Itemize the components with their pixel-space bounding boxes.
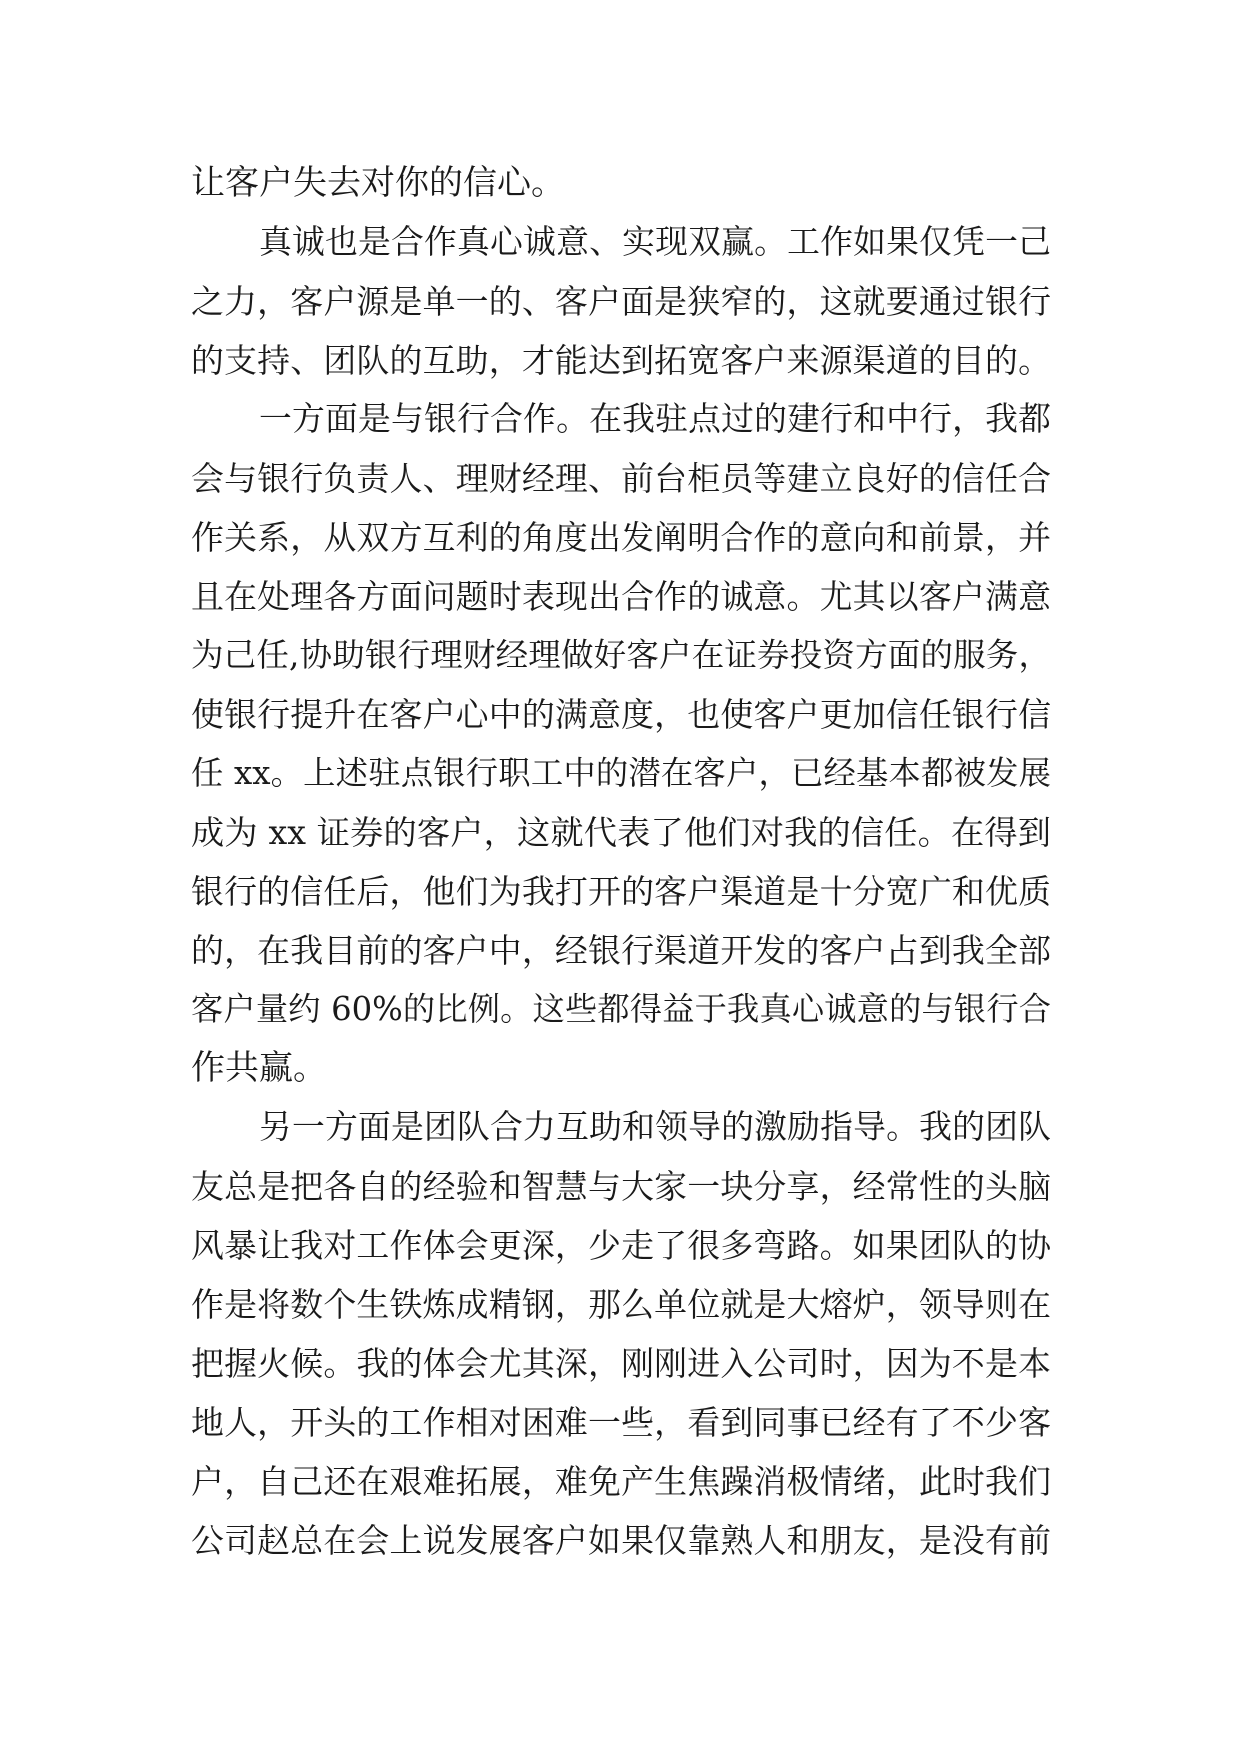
text-line: 作关系，从双方互利的角度出发阐明合作的意向和前景，并	[191, 518, 1051, 557]
text-line: 的支持、团队的互助，才能达到拓宽客户来源渠道的目的。	[191, 341, 1051, 380]
text-line: 使银行提升在客户心中的满意度，也使客户更加信任银行信	[191, 695, 1051, 734]
text-line: 地人，开头的工作相对困难一些，看到同事已经有了不少客	[191, 1403, 1051, 1442]
text-line: 成为 xx 证券的客户，这就代表了他们对我的信任。在得到	[191, 813, 1051, 852]
text-line: 银行的信任后，他们为我打开的客户渠道是十分宽广和优质	[191, 872, 1051, 911]
text-line: 风暴让我对工作体会更深，少走了很多弯路。如果团队的协	[191, 1226, 1051, 1265]
text-line: 一方面是与银行合作。在我驻点过的建行和中行，我都	[259, 400, 1051, 438]
text-line: 户，自己还在艰难拓展，难免产生焦躁消极情绪，此时我们	[191, 1462, 1051, 1501]
text-line: 作是将数个生铁炼成精钢，那么单位就是大熔炉，领导则在	[191, 1285, 1051, 1324]
text-line: 真诚也是合作真心诚意、实现双赢。工作如果仅凭一己	[259, 223, 1051, 261]
text-line: 让客户失去对你的信心。	[191, 163, 565, 203]
text-line: 把握火候。我的体会尤其深，刚刚进入公司时，因为不是本	[191, 1344, 1051, 1383]
text-line: 为己任,协助银行理财经理做好客户在证券投资方面的服务，	[191, 636, 1051, 674]
text-line: 另一方面是团队合力互助和领导的激励指导。我的团队	[259, 1108, 1051, 1146]
text-line: 之力，客户源是单一的、客户面是狭窄的，这就要通过银行	[191, 282, 1051, 321]
text-line: 作共赢。	[191, 1048, 327, 1088]
text-line: 客户量约 60%的比例。这些都得益于我真心诚意的与银行合	[191, 990, 1051, 1028]
text-line: 的，在我目前的客户中，经银行渠道开发的客户占到我全部	[191, 931, 1051, 970]
body-text	[191, 154, 1051, 1570]
text-line: 会与银行负责人、理财经理、前台柜员等建立良好的信任合	[191, 459, 1051, 498]
text-line: 且在处理各方面问题时表现出合作的诚意。尤其以客户满意	[191, 577, 1051, 616]
text-line: 任 xx。上述驻点银行职工中的潜在客户，已经基本都被发展	[191, 754, 1051, 792]
text-line: 友总是把各自的经验和智慧与大家一块分享，经常性的头脑	[191, 1167, 1051, 1206]
text-line: 公司赵总在会上说发展客户如果仅靠熟人和朋友，是没有前	[191, 1521, 1051, 1560]
